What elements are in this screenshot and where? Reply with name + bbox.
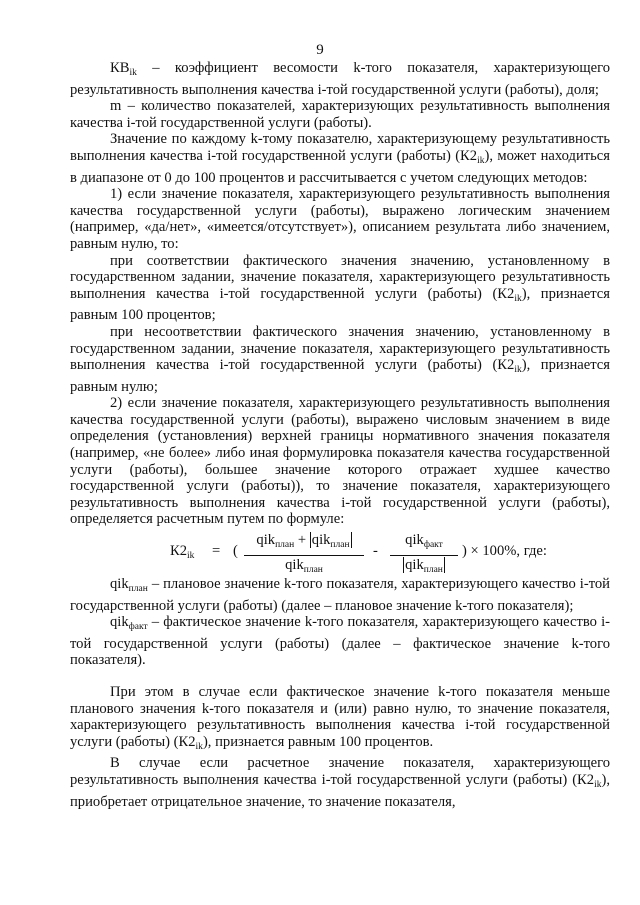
document-body — [70, 60, 610, 810]
paragraph-negative-value: В случае если расчетное значение показателя, характеризующего результативность выполнения качества i-той государственной услуги (работы) $(К2_{ik})$, приобретает отрицательное значение, то значение показателя, — [70, 755, 610, 810]
formula-equals: = — [212, 543, 221, 560]
paragraph-qik-fact: qik$_{факт}$ – фактическое значение k-того показателя, характеризующего качество i-той государственной услуги (работы) (далее – фактическое значение k-того показателя). — [70, 614, 610, 669]
page-number: 9 — [316, 42, 324, 58]
formula-tail: ) × 100%, где: — [462, 543, 547, 560]
formula-k2 — [70, 528, 610, 576]
formula-lhs: $К2_{ik}$ — [170, 543, 195, 562]
formula-minus: - — [373, 543, 378, 560]
formula-open-paren: ( — [233, 543, 238, 560]
paragraph-mismatch-zero: при несоответствии фактического значения значению, установленному в государственном задании, значение показателя, характеризующего результативность выполнения качества i-той государственной услуги (работы) $(К2_{ik})$, признается равным нулю; — [70, 323, 610, 395]
paragraph-m-definition: m – количество показателей, характеризующих результативность выполнения качества i-той государственной услуги (работы). — [70, 98, 610, 131]
paragraph-value-range: Значение по каждому k-тому показателю, характеризующему результативность выполнения качества i-той государственной услуги (работы) $(К2_{ik})$, может находиться в диапазоне от 0 до 100 процентов и рассчитывается с учетом следующих методов: — [70, 131, 610, 186]
paragraph-match-100: при соответствии фактического значения значению, установленному в государственном задании, значение показателя, характеризующего результативность выполнения качества i-той государственной услуги (работы) $(К2_{ik})$, признается равным 100 процентов; — [70, 252, 610, 324]
paragraph-qik-plan: qik$_{план}$ – плановое значение k-того показателя, характеризующего качество i-той государственной услуги (работы) (далее – плановое значение k-того показателя); — [70, 576, 610, 614]
formula-fraction-plan: qik$_{план}$ + qik$_{план}$ qik$_{план}$ — [244, 532, 364, 578]
paragraph-kv-definition: $КВ_{ik}$ – коэффициент весомости k-того показателя, характеризующего результативность выполнения качества i-той государственной услуги (работы), доля; — [70, 60, 610, 98]
paragraph-less-than-plan: При этом в случае если фактическое значение k-того показателя меньше планового значения k-того показателя и (или) равно нулю, то значение показателя, характеризующего результативность выполнения качества i-той государственной услуги (работы) $(К2_{ik})$, признается равным 100 процентов. — [70, 684, 610, 752]
formula-fraction-fact: qik$_{факт}$ qik$_{план}$ — [390, 532, 458, 578]
paragraph-method-1: 1) если значение показателя, характеризующего результативность выполнения качества государственной услуги (работы), выражено логическим значением (например, «да/нет», «имеется/отсутствует»), описанием результата либо значением, равным нулю, то: — [70, 186, 610, 252]
paragraph-method-2: 2) если значение показателя, характеризующего результативность выполнения качества государственной услуги (работы), выражено числовым значением в виде определения (установления) верхней границы нормативного значения показателя (например, «не более» либо иная формулировка показателя качества государственной услуги (работы), большее значение которого отражает худшее качество государственной услуги (работы)), то значение показателя, характеризующего результативность выполнения качества i-той государственной услуги (работы), определяется расчетным путем по формуле: — [70, 395, 610, 528]
